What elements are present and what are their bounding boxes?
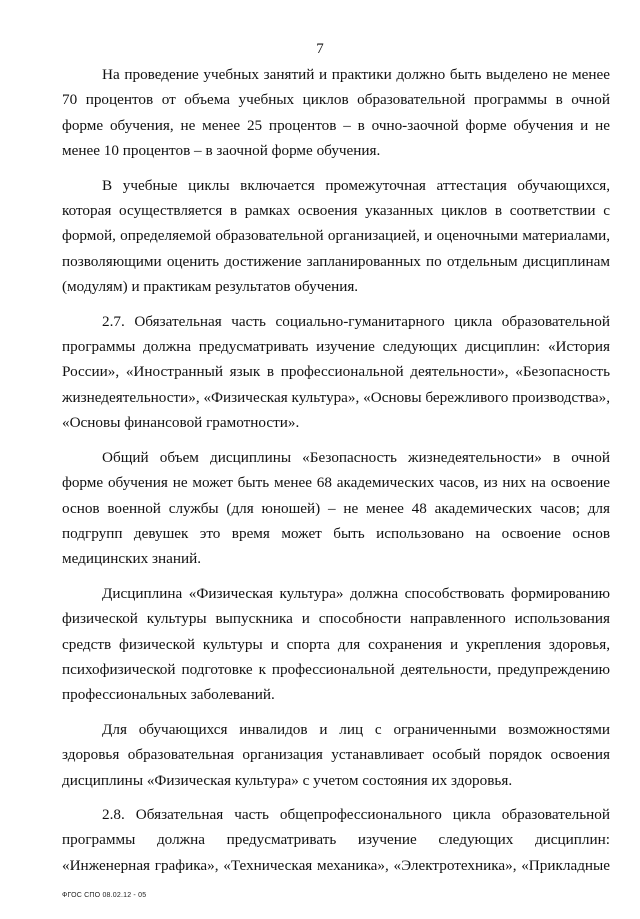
paragraph-physical-culture: Дисциплина «Физическая культура» должна способствовать формированию физической культуры выпускника и способности направленного использования средств физической культуры и спорта для сохранения и укрепления здоровья, психофизической подготовке к профессиональной деятельности, предупреждению профессиональных заболеваний. — [62, 584, 610, 704]
page-number: 7 — [316, 41, 324, 57]
paragraph-practice-hours: На проведение учебных занятий и практики должно быть выделено не менее 70 процентов от объема учебных циклов образовательной программы в очной форме обучения, не менее 25 процентов – в очно-заочной форме обучения и не менее 10 процентов – в заочной форме обучения. — [62, 66, 610, 160]
paragraph-disabled-students: Для обучающихся инвалидов и лиц с ограниченными возможностями здоровья образовательная организация устанавливает особый порядок освоения дисциплины «Физическая культура» с учетом состояния их здоровья. — [62, 720, 610, 789]
footer-document-code: ФГОС СПО 08.02.12 - 05 — [62, 892, 147, 899]
paragraph-life-safety-hours: Общий объем дисциплины «Безопасность жизнедеятельности» в очной форме обучения не может быть менее 68 академических часов, из них на освоение основ военной службы (для юношей) – не менее 48 академических часов; для подгрупп девушек это время может быть использовано на освоение основ медицинских знаний. — [62, 448, 610, 568]
paragraph-section-2-7: 2.7. Обязательная часть социально-гуманитарного цикла образовательной программы должна предусматривать изучение следующих дисциплин: «История России», «Иностранный язык в профессиональной деятельности», «Безопасность жизнедеятельности», «Физическая культура», «Основы бережливого производства», «Основы финансовой грамотности». — [62, 312, 610, 432]
document-body — [62, 62, 610, 878]
paragraph-section-2-8: 2.8. Обязательная часть общепрофессионального цикла образовательной программы должна предусматривать изучение следующих дисциплин: «Инженерная графика», «Техническая механика», «Электротехника», «Прикладные — [62, 805, 610, 874]
paragraph-intermediate-attestation: В учебные циклы включается промежуточная аттестация обучающихся, которая осуществляется в рамках освоения указанных циклов в соответствии с формой, определяемой образовательной организацией, и оценочными материалами, позволяющими оценить достижение запланированных по отдельным дисциплинам (модулям) и практикам результатов обучения. — [62, 176, 610, 296]
